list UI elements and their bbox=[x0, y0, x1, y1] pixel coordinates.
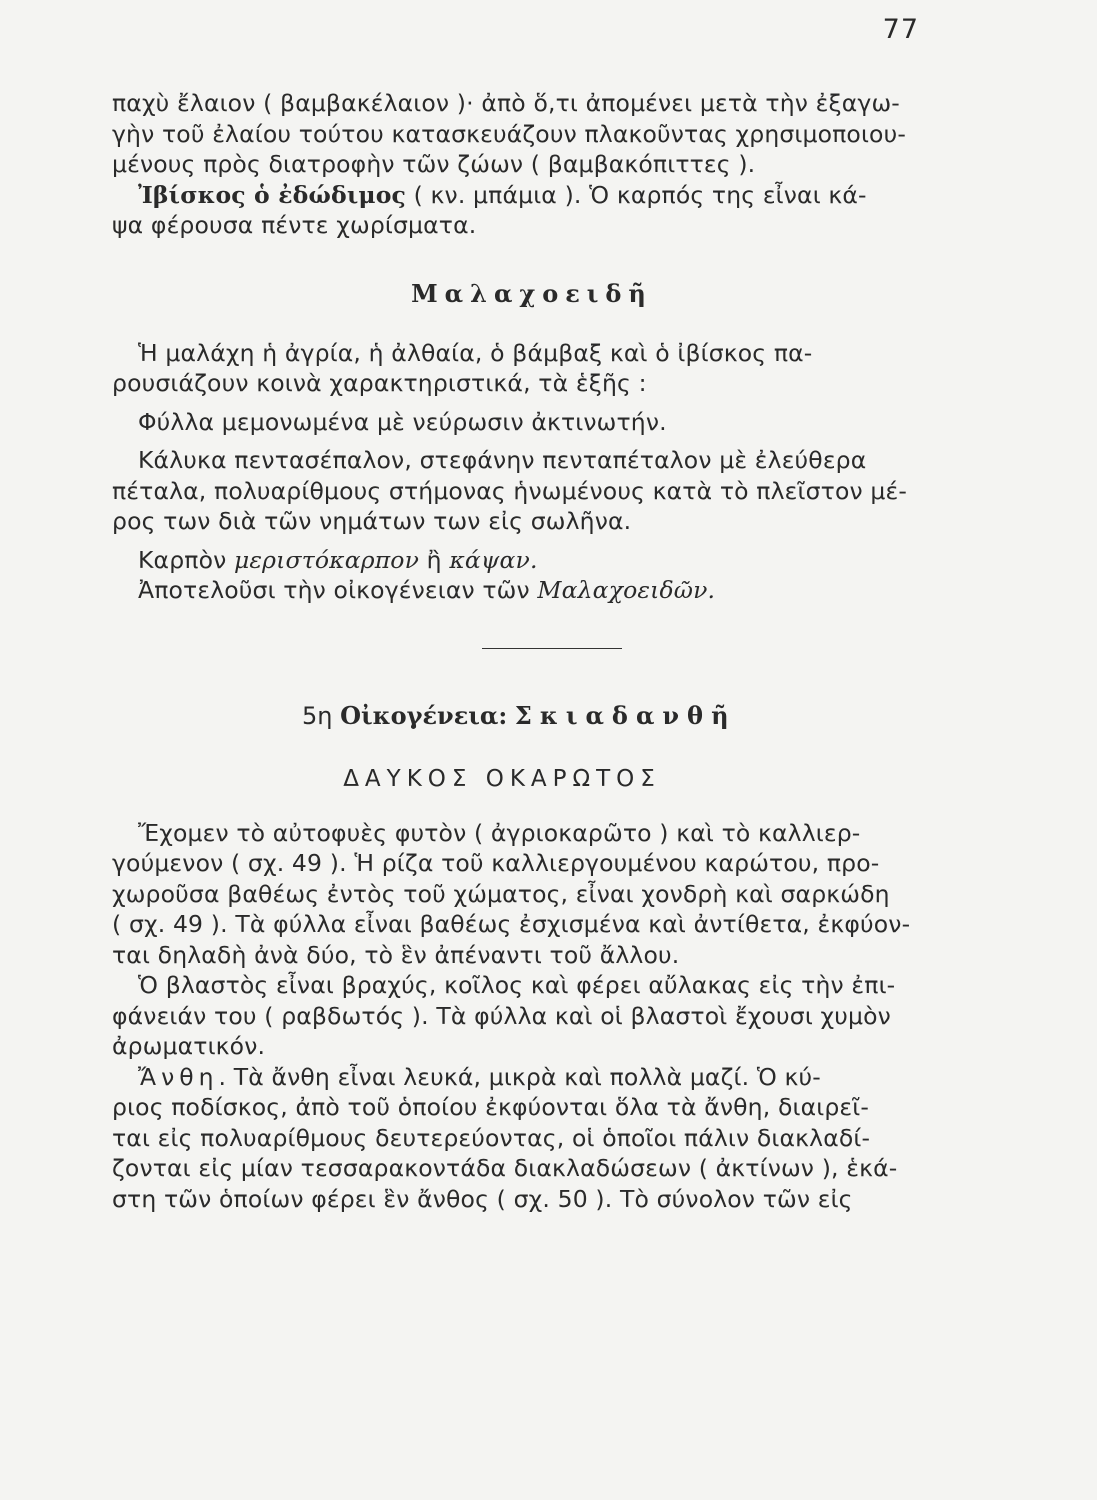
text-line: γούμενον ( σχ. 49 ). Ἡ ρίζα τοῦ καλλιεργουμένου καρώτου, προ- bbox=[112, 849, 880, 877]
text-line: ται δηλαδὴ ἀνὰ δύο, τὸ ἓν ἀπέναντι τοῦ ἄλλου. bbox=[112, 940, 680, 969]
text-span: Ἀποτελοῦσι τὴν οἰκογένειαν τῶν bbox=[138, 576, 538, 604]
text-line: ζονται εἰς μίαν τεσσαρακοντάδα διακλαδώσεων ( ἀκτίνων ), ἑκά- bbox=[112, 1154, 898, 1182]
species-title: ΔΑΥΚΟΣ ΟΚΑΡΩΤΟΣ bbox=[343, 765, 661, 792]
text-line: ρουσιάζουν κοινὰ χαρακτηριστικά, τὰ ἑξῆς : bbox=[112, 369, 647, 397]
text-line: Ἡ μαλάχη ἡ ἀγρία, ἡ ἀλθαία, ὁ βάμβαξ καὶ ὁ ἰβίσκος πα- bbox=[138, 338, 813, 367]
italic-term: κάψαν. bbox=[449, 545, 538, 574]
ibiscus-paragraph bbox=[112, 180, 952, 241]
italic-term: Μαλαχοειδῶν. bbox=[537, 576, 716, 604]
text-line: γὴν τοῦ ἐλαίου τούτου κατασκευάζουν πλακοῦντας χρησιμοποιου- bbox=[112, 119, 906, 148]
text-span: ἢ bbox=[419, 545, 450, 574]
top-paragraph bbox=[112, 88, 952, 180]
text-line bbox=[112, 1062, 952, 1093]
page-content bbox=[112, 88, 952, 1214]
text-line: ( σχ. 49 ). Τὰ φύλλα εἶναι βαθέως ἐσχισμένα καὶ ἀντίθετα, ἐκφύον- bbox=[112, 910, 911, 938]
text-line: πέταλα, πολυαρίθμους στήμονας ἡνωμένους κατὰ τὸ πλεῖστον μέ- bbox=[112, 476, 907, 505]
text-span: . Τὰ ἄνθη εἶναι λευκά, μικρὰ καὶ πολλὰ μαζί. Ὁ κύ- bbox=[218, 1062, 821, 1091]
section2-body bbox=[112, 818, 952, 1215]
text-line: στη τῶν ὁποίων φέρει ἓν ἄνθος ( σχ. 50 ). Τὸ σύνολον τῶν εἰς bbox=[112, 1184, 853, 1213]
text-line: ριος ποδίσκος, ἀπὸ τοῦ ὁποίου ἐκφύονται ὅλα τὰ ἄνθη, διαιρεῖ- bbox=[112, 1093, 869, 1121]
text-line: Κάλυκα πεντασέπαλον, στεφάνην πενταπέταλον μὲ ἐλεύθερα bbox=[138, 446, 867, 474]
family-heading bbox=[112, 701, 952, 730]
text-line: παχὺ ἔλαιον ( βαμβακέλαιον )· ἀπὸ ὅ,τι ἀπομένει μετὰ τὴν ἐξαγω- bbox=[112, 89, 900, 117]
divider-rule bbox=[482, 648, 622, 649]
text-line: χωροῦσα βαθέως ἐντὸς τοῦ χώματος, εἶναι χονδρὴ καὶ σαρκώδη bbox=[112, 879, 890, 908]
text-line: μένους πρὸς διατροφὴν τῶν ζώων ( βαμβακόπιττες ). bbox=[112, 150, 756, 178]
text-line bbox=[112, 180, 952, 211]
page-number: 77 bbox=[882, 14, 919, 45]
text-line: φάνειάν του ( ραβδωτός ). Τὰ φύλλα καὶ οἱ βλαστοὶ ἔχουσι χυμὸν bbox=[112, 1001, 891, 1030]
text-line: ἀρωματικόν. bbox=[112, 1032, 266, 1060]
section1-body bbox=[112, 338, 952, 606]
family-number: 5η bbox=[302, 701, 341, 730]
text-span: Καρπὸν bbox=[138, 545, 234, 574]
section-heading-malachoeide: Μαλαχοειδῆ bbox=[411, 278, 653, 308]
text-line: Ἔχομεν τὸ αὐτοφυὲς φυτὸν ( ἀγριοκαρῶτο ) καὶ τὸ καλλιερ- bbox=[138, 818, 861, 847]
family-label: Οἰκογένεια: bbox=[340, 700, 508, 730]
text-line: ται εἰς πολυαρίθμους δευτερεύοντας, οἱ ὁποῖοι πάλιν διακλαδί- bbox=[112, 1123, 871, 1152]
text-span: ( κν. μπάμια ). Ὁ καρπός της εἶναι κά- bbox=[405, 180, 867, 209]
text-line: Ὁ βλαστὸς εἶναι βραχύς, κοῖλος καὶ φέρει αὔλακας εἰς τὴν ἐπι- bbox=[138, 971, 896, 999]
text-line bbox=[112, 545, 952, 576]
text-line: Φύλλα μεμονωμένα μὲ νεύρωσιν ἀκτινωτήν. bbox=[138, 407, 667, 436]
family-name: Σκιαδανθῆ bbox=[514, 700, 737, 730]
italic-term: μεριστόκαρπον bbox=[234, 545, 420, 574]
plant-name: Ἰβίσκος ὁ ἐδώδιμος bbox=[138, 180, 406, 209]
spaced-term: Ἄνθη bbox=[138, 1062, 219, 1091]
text-line bbox=[112, 575, 952, 606]
text-line: ψα φέρουσα πέντε χωρίσματα. bbox=[112, 211, 477, 239]
text-line: ρος των διὰ τῶν νημάτων των εἰς σωλῆνα. bbox=[112, 507, 632, 535]
